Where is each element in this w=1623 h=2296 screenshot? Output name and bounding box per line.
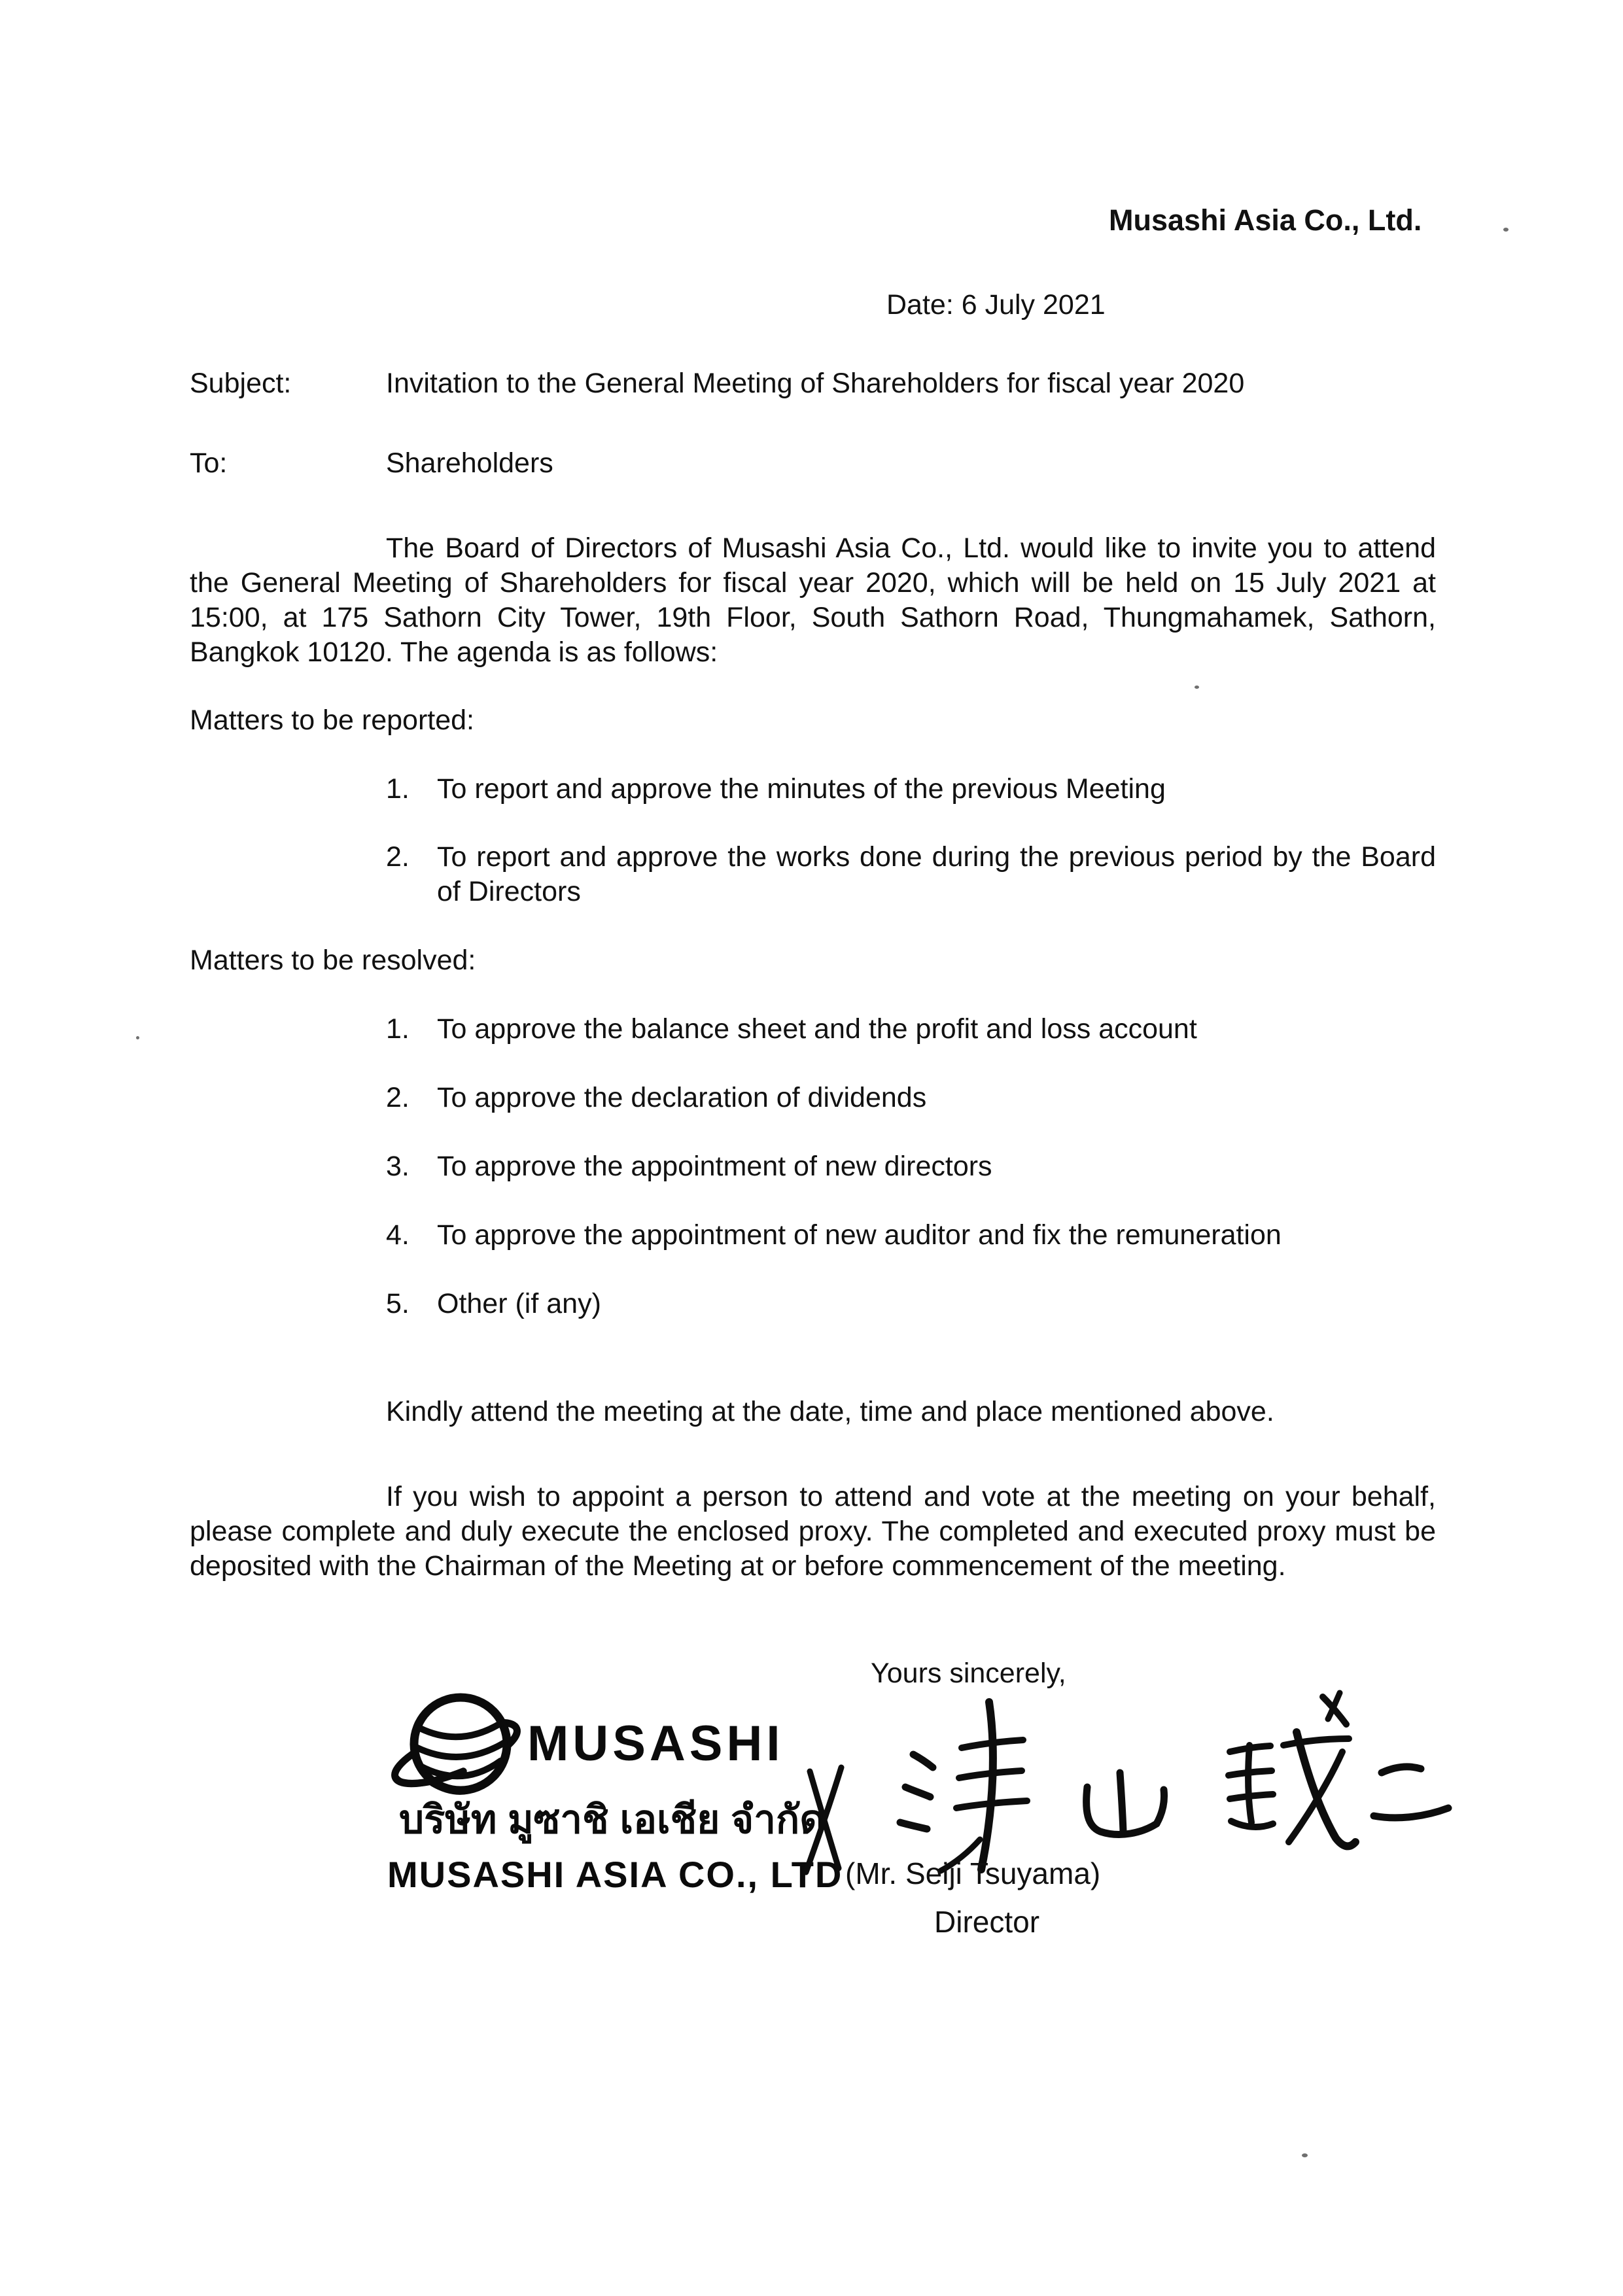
resolved-item-4 [386, 1218, 1436, 1253]
resolved-item-1-number: 1. [386, 1013, 410, 1045]
scan-artifact-dot [1195, 686, 1199, 689]
reported-heading: Matters to be reported: [190, 704, 474, 736]
reported-item-2-text: To report and approve the works done during the previous period by the Board of Directors [437, 841, 1436, 907]
resolved-item-1 [386, 1012, 1436, 1047]
scan-artifact-dot [1302, 2153, 1308, 2157]
resolved-item-3-number: 3. [386, 1151, 410, 1182]
reported-item-1 [386, 772, 1436, 807]
to-value: Shareholders [386, 447, 553, 479]
signatory-name: (Mr. Seiji Tsuyama) [845, 1856, 1101, 1890]
resolved-item-3 [386, 1149, 1436, 1184]
to-label: To: [190, 447, 228, 479]
stamp-brand-text: MUSASHI [527, 1716, 784, 1771]
subject-label: Subject: [190, 368, 292, 399]
resolved-item-4-number: 4. [386, 1219, 410, 1251]
resolved-item-5-number: 5. [386, 1288, 410, 1319]
resolved-item-5 [386, 1287, 1436, 1321]
resolved-item-2 [386, 1081, 1436, 1115]
intro-paragraph: The Board of Directors of Musashi Asia Co., Ltd. would like to invite you to attend the General Meeting of Shareholders for fiscal year 2020, which will be held on 15 July 2021 at 15:00, at 175 Sathorn City Tower, 19th Floor, South Sathorn Road, Thungmahamek, Sathorn, Bangkok 10120. The agenda is as follows: [190, 532, 1436, 668]
reported-item-1-text: To report and approve the minutes of the previous Meeting [437, 773, 1166, 805]
scan-artifact-dot [136, 1036, 139, 1039]
scan-artifact-dot [1503, 228, 1509, 232]
stamp-thai-text: บริษัท มูซาชิ เอเชีย จำกัด [399, 1798, 826, 1841]
resolved-item-1-text: To approve the balance sheet and the profit and loss account [437, 1013, 1197, 1045]
reported-item-1-number: 1. [386, 773, 410, 805]
subject-value: Invitation to the General Meeting of Shareholders for fiscal year 2020 [386, 368, 1245, 399]
resolved-item-2-number: 2. [386, 1082, 410, 1113]
stamp-company-text: MUSASHI ASIA CO., LTD [387, 1854, 843, 1895]
proxy-paragraph: If you wish to appoint a person to attend and vote at the meeting on your behalf, please complete and duly execute the enclosed proxy. The completed and executed proxy must be deposited with the Chairman of the Meeting at or before commencement of the meeting. [190, 1481, 1436, 1582]
resolved-item-5-text: Other (if any) [437, 1288, 601, 1319]
kindly-line: Kindly attend the meeting at the date, time and place mentioned above. [386, 1396, 1274, 1427]
reported-item-2 [386, 840, 1436, 909]
resolved-item-3-text: To approve the appointment of new directors [437, 1151, 992, 1182]
resolved-item-2-text: To approve the declaration of dividends [437, 1082, 927, 1113]
resolved-heading: Matters to be resolved: [190, 945, 476, 976]
date-line: Date: 6 July 2021 [886, 289, 1106, 321]
resolved-item-4-text: To approve the appointment of new auditor and fix the remuneration [437, 1219, 1282, 1251]
closing-salutation: Yours sincerely, [871, 1658, 1066, 1689]
reported-item-2-number: 2. [386, 841, 410, 873]
company-name-header: Musashi Asia Co., Ltd. [1109, 203, 1422, 237]
signatory-title: Director [934, 1905, 1040, 1939]
